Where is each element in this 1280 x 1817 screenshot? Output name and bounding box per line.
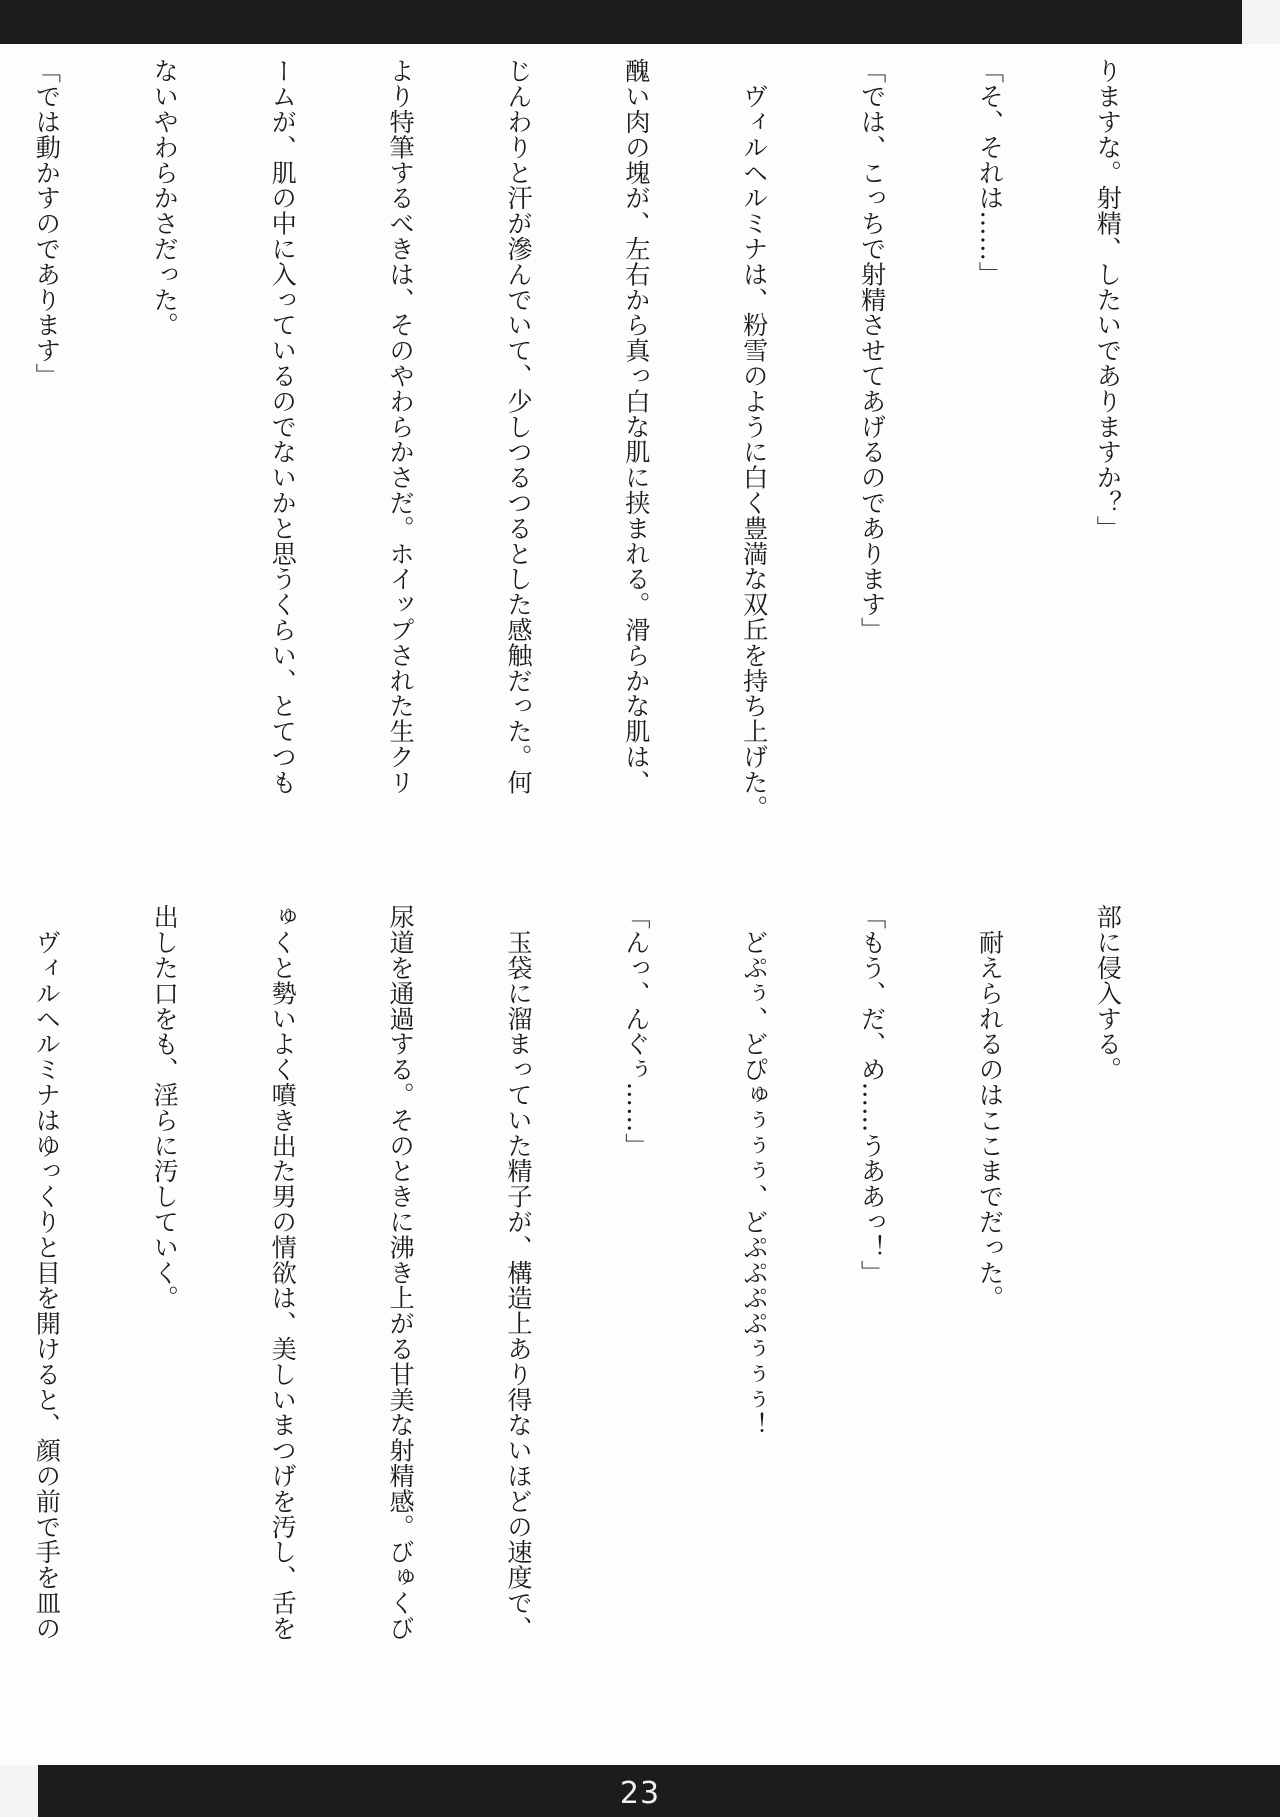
text-line: ないやわらかさだった。: [150, 58, 180, 338]
text-line: ゅくと勢いよく噴き出た男の情欲は、美しいまつげを汚し、舌を: [268, 904, 298, 1641]
upper-text-block: [32, 58, 1206, 838]
top-margin-bar: [0, 0, 1240, 44]
text-line: 「もう、だ、め……うああっ！」: [857, 904, 887, 1285]
text-line: 尿道を通過する。そのときに沸き上がる甘美な射精感。びゅくび: [386, 904, 416, 1641]
text-line: ヴィルヘルミナはゆっくりと目を開けると、顔の前で手を皿の: [32, 904, 62, 1641]
text-line: 醜い肉の塊が、左右から真っ白な肌に挟まれる。滑らかな肌は、: [621, 58, 651, 795]
text-line: 耐えられるのはここまでだった。: [975, 904, 1005, 1311]
text-line: 「では動かすのであります」: [32, 58, 62, 389]
page-number: 23: [619, 1776, 661, 1811]
text-line: 部に侵入する。: [1093, 904, 1123, 1082]
text-line: 「んっ、んぐぅ……」: [621, 904, 651, 1158]
text-line: 玉袋に溜まっていた精子が、構造上あり得ないほどの速度で、: [503, 904, 533, 1641]
top-corner-mark: [1240, 0, 1280, 44]
text-line: ヴィルヘルミナは、粉雪のように白く豊満な双丘を持ち上げた。: [739, 58, 769, 820]
text-line: より特筆するべきは、そのやわらかさだ。ホイップされた生クリ: [386, 58, 416, 795]
text-line: じんわりと汗が滲んでいて、少しつるつるとした感触だった。何: [503, 58, 533, 795]
text-line: どぷぅ、どぴゅぅぅぅ、どぷぷぷぷぅぅぅ！: [739, 904, 769, 1438]
text-line: 出した口をも、淫らに汚していく。: [150, 904, 180, 1311]
text-line: 「では、こっちで射精させてあげるのであります」: [857, 58, 887, 643]
lower-text-block: [32, 904, 1206, 1749]
text-line: ームが、肌の中に入っているのでないかと思うくらい、とてつも: [268, 58, 298, 795]
text-line: 「そ、それは……」: [975, 58, 1005, 287]
text-line: りますな。射精、したいでありますか？」: [1093, 58, 1123, 541]
